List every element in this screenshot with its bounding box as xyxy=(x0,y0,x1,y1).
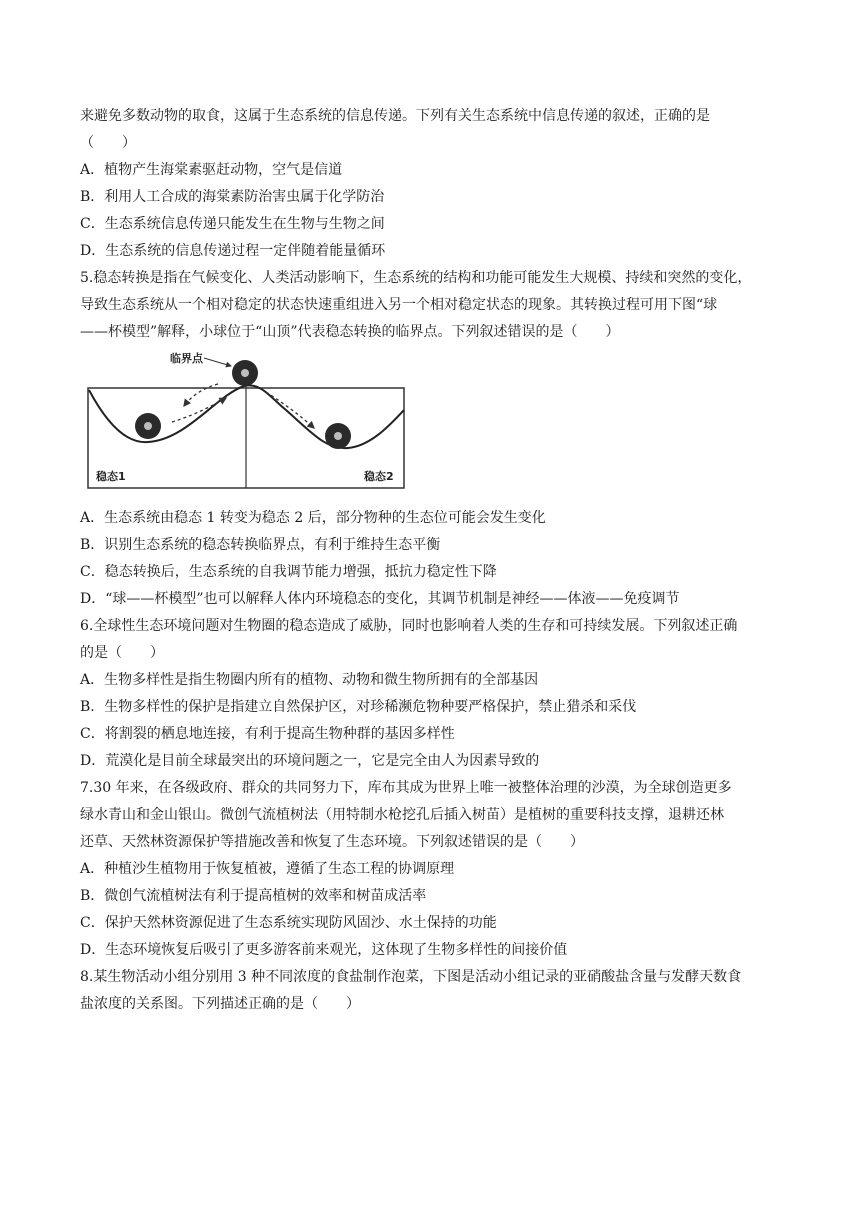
q8-stem-line-1: 8.某生物活动小组分别用 3 种不同浓度的食盐制作泡菜，下图是活动小组记录的亚硝酸盐含量与发酵天数食 xyxy=(80,969,742,985)
q4-option-a: A．植物产生海棠素驱赶动物，空气是信道 xyxy=(80,162,343,178)
q8-stem-line-2: 盐浓度的关系图。下列描述正确的是（ ） xyxy=(80,996,360,1012)
q4-stem-line: 来避免多数动物的取食，这属于生态系统的信息传递。下列有关生态系统中信息传递的叙述，正确的是 xyxy=(80,108,710,124)
q7-option-d: D．生态环境恢复后吸引了更多游客前来观光，这体现了生物多样性的间接价值 xyxy=(80,942,568,958)
ball-state-1 xyxy=(135,413,161,439)
ball-state-2 xyxy=(325,423,351,449)
q4-option-c: C．生态系统信息传递只能发生在生物与生物之间 xyxy=(80,216,385,232)
q5-stem-line-3: ——杯模型”解释，小球位于“山顶”代表稳态转换的临界点。下列叙述错误的是（ ） xyxy=(80,324,620,340)
q6-option-b: B．生物多样性的保护是指建立自然保护区，对珍稀濒危物种要严格保护，禁止猎杀和采伐 xyxy=(80,699,637,715)
q6-stem-line-1: 6.全球性生态环境问题对生物圈的稳态造成了威胁，同时也影响着人类的生存和可持续发展。下列叙述正确 xyxy=(80,618,738,634)
q7-option-c: C．保护天然林资源促进了生态系统实现防风固沙、水土保持的功能 xyxy=(80,915,497,931)
q6-option-a: A．生物多样性是指生物圈内所有的植物、动物和微生物所拥有的全部基因 xyxy=(80,672,539,688)
critical-point-label: 临界点 xyxy=(170,352,203,365)
q7-stem-line-3: 还草、天然林资源保护等措施改善和恢复了生态环境。下列叙述错误的是（ ） xyxy=(80,834,584,850)
q4-answer-paren: （ ） xyxy=(80,135,136,151)
ball-cup-model-figure xyxy=(86,352,408,490)
q7-option-b: B．微创气流植树法有利于提高植树的效率和树苗成活率 xyxy=(80,888,427,904)
ball-critical-point xyxy=(232,360,258,386)
critical-label-pointer xyxy=(204,358,231,366)
state-1-label: 稳态1 xyxy=(96,470,126,483)
ball-cup-model-diagram xyxy=(86,352,408,490)
q6-option-d: D．荒漠化是目前全球最突出的环境问题之一，它是完全由人为因素导致的 xyxy=(80,753,540,769)
q5-option-b: B．识别生态系统的稳态转换临界点，有利于维持生态平衡 xyxy=(80,537,441,553)
q5-option-c: C．稳态转换后，生态系统的自我调节能力增强，抵抗力稳定性下降 xyxy=(80,564,497,580)
state-2-label: 稳态2 xyxy=(364,470,394,483)
q5-option-a: A．生态系统由稳态 1 转变为稳态 2 后，部分物种的生态位可能会发生变化 xyxy=(80,510,546,526)
arrow-to-state-2 xyxy=(266,392,314,428)
q5-stem-line-1: 5.稳态转换是指在气候变化、人类活动影响下，生态系统的结构和功能可能发生大规模、持续和突然的变化， xyxy=(80,270,752,286)
q6-stem-line-2: 的是（ ） xyxy=(80,645,164,661)
q5-option-d: D．“球——杯模型”也可以解释人体内环境稳态的变化，其调节机制是神经——体液——免疫调节 xyxy=(80,591,680,607)
q7-stem-line-1: 7.30 年来，在各级政府、群众的共同努力下，库布其成为世界上唯一被整体治理的沙漠，为全球创造更多 xyxy=(80,780,732,796)
q5-stem-line-2: 导致生态系统从一个相对稳定的状态快速重组进入另一个相对稳定状态的现象。其转换过程可用下图“球 xyxy=(80,297,718,313)
q6-option-c: C．将割裂的栖息地连接，有利于提高生物种群的基因多样性 xyxy=(80,726,455,742)
q7-stem-line-2: 绿水青山和金山银山。微创气流植树法（用特制水枪挖孔后插入树苗）是植树的重要科技支撑，退耕还林 xyxy=(80,807,724,823)
q4-option-b: B．利用人工合成的海棠素防治害虫属于化学防治 xyxy=(80,189,385,205)
q7-option-a: A．种植沙生植物用于恢复植被，遵循了生态工程的协调原理 xyxy=(80,861,455,877)
q4-option-d: D．生态系统的信息传递过程一定伴随着能量循环 xyxy=(80,243,386,259)
